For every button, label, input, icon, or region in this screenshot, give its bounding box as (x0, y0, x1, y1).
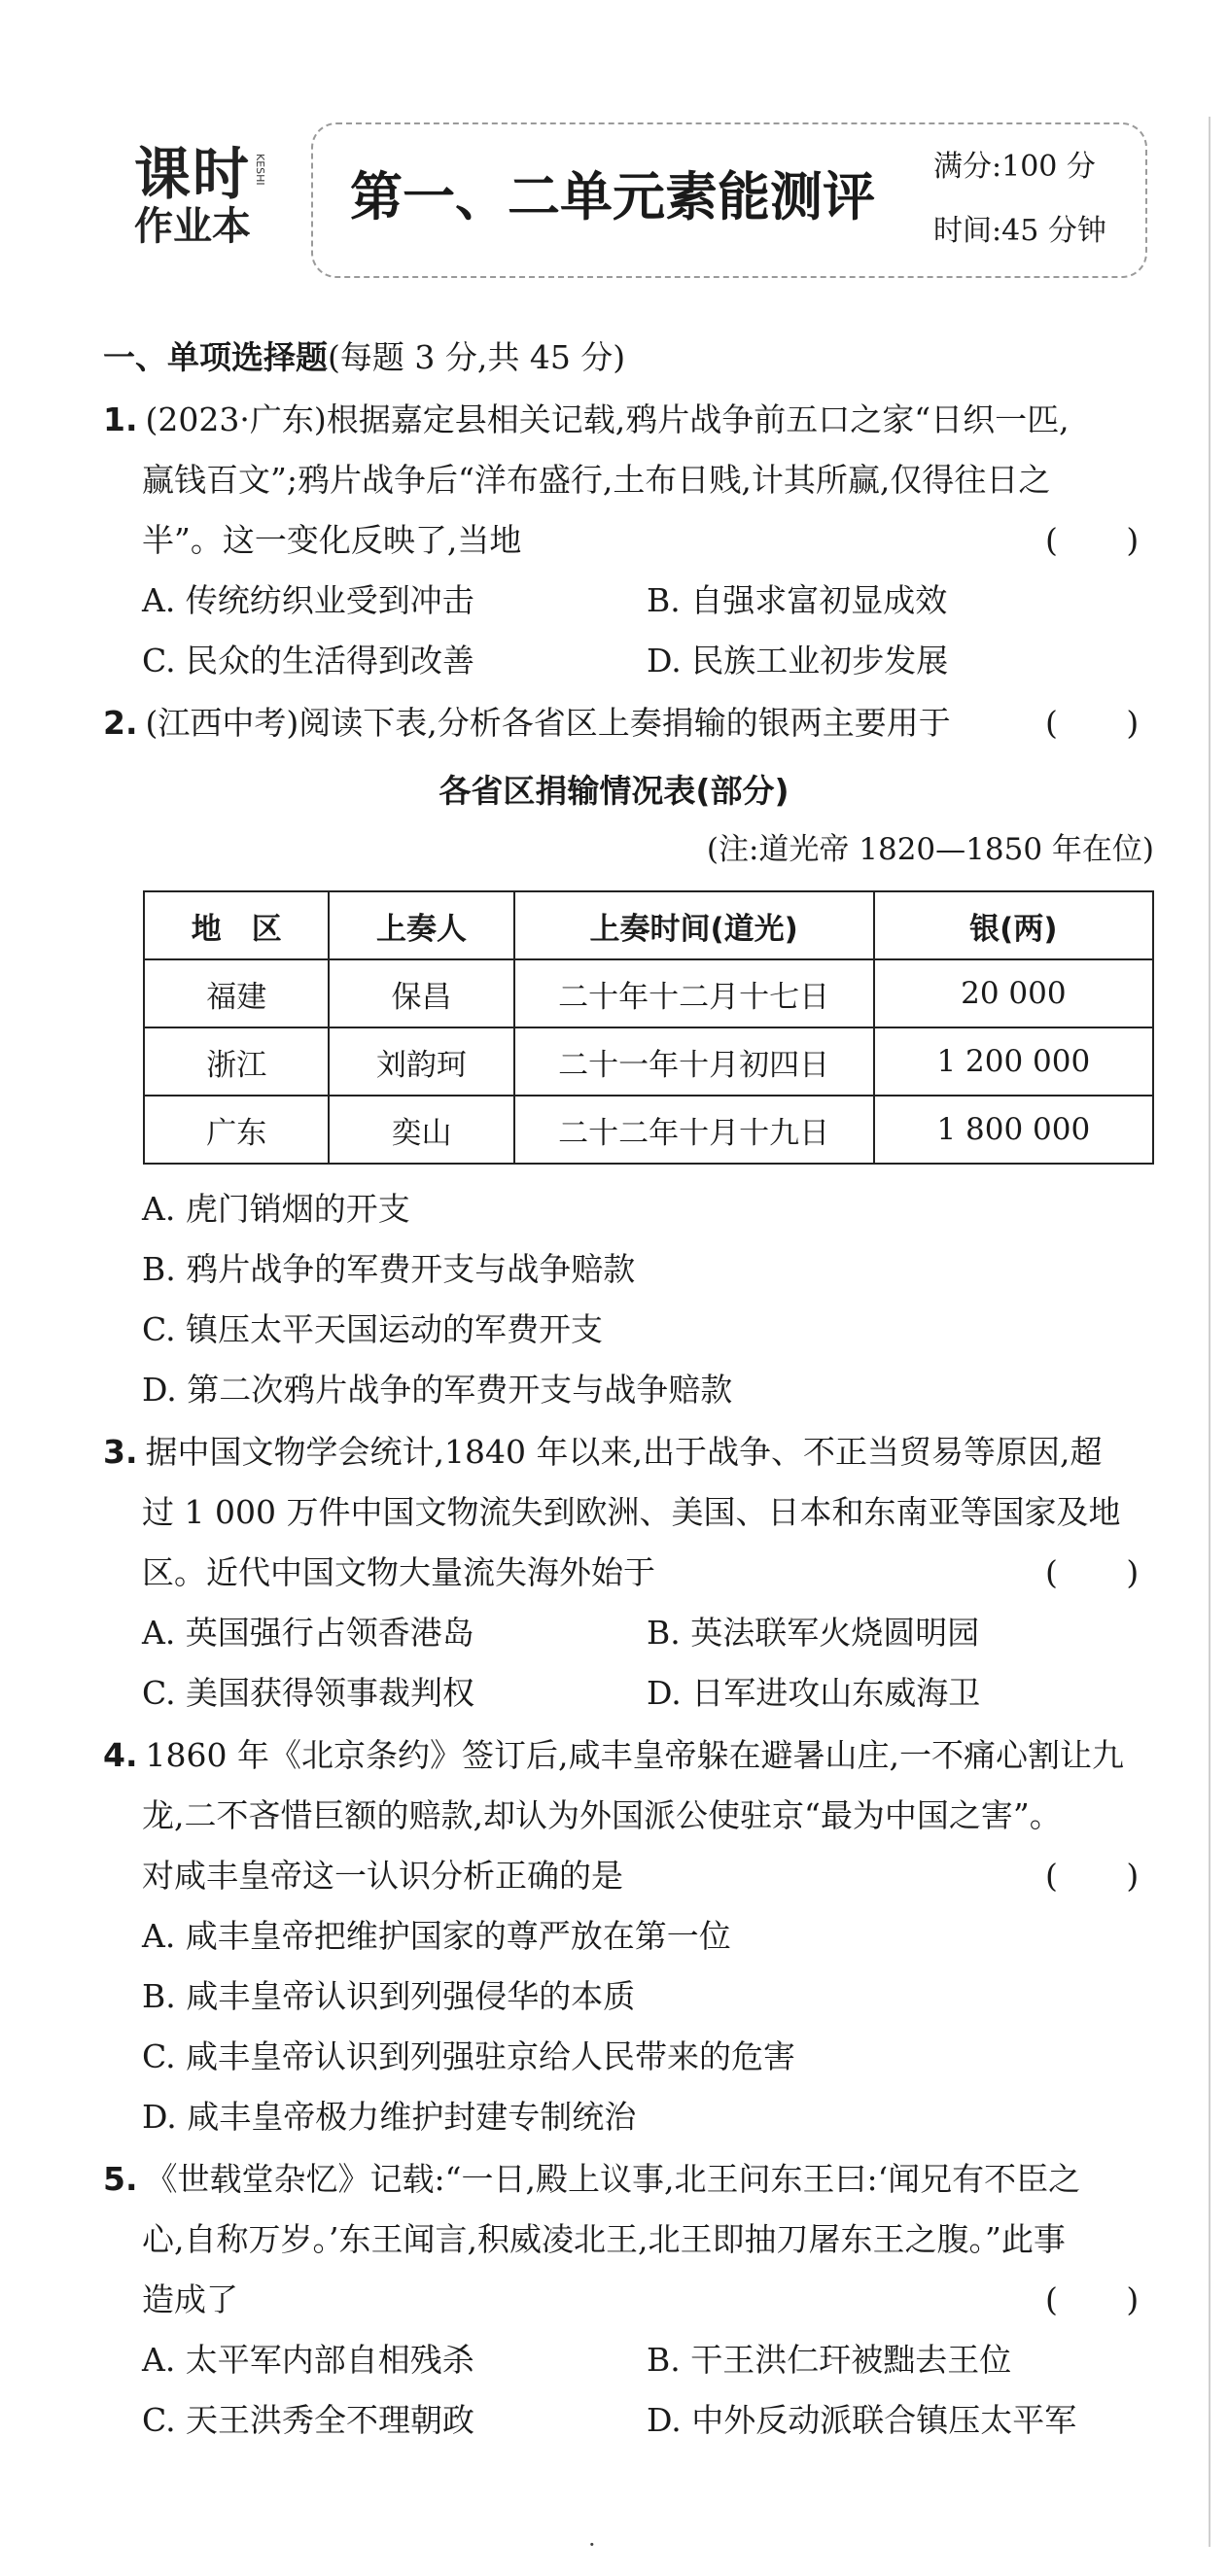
question-4-line-2: 龙,二不吝惜巨额的赔款,却认为外国派公使驻京“最为中国之害”。 (142, 1796, 1062, 1834)
answer-blank[interactable]: ( ) (1045, 704, 1169, 742)
question-text: 据中国文物学会统计,1840 年以来,出于战争、不正当贸易等原因,超 (145, 1433, 1103, 1471)
question-1-line-1 (103, 399, 1070, 441)
question-number: 2. (103, 704, 138, 742)
answer-blank[interactable]: ( ) (1045, 521, 1169, 559)
option-d[interactable]: D. 咸丰皇帝极力维护封建专制统治 (142, 2098, 637, 2136)
table-cell: 二十一年十月初四日 (514, 1027, 874, 1096)
table-cell: 20 000 (874, 959, 1153, 1027)
question-number: 5. (103, 2160, 138, 2198)
option-c[interactable]: C. 美国获得领事裁判权 (142, 1674, 475, 1712)
option-c[interactable]: C. 咸丰皇帝认识到列强驻京给人民带来的危害 (142, 2037, 796, 2075)
question-3-line-1 (103, 1431, 1102, 1474)
option-b[interactable]: B. 鸦片战争的军费开支与战争赔款 (142, 1250, 636, 1288)
question-number: 4. (103, 1736, 138, 1774)
footer-mark: · (588, 2531, 596, 2559)
table-row (144, 1096, 1153, 1164)
question-1-line-3: 半”。这一变化反映了,当地 (142, 521, 522, 559)
table-title: 各省区捐输情况表(部分) (439, 772, 789, 810)
option-d[interactable]: D. 日军进攻山东威海卫 (647, 1674, 981, 1712)
table-cell: 1 800 000 (874, 1096, 1153, 1164)
table-row (144, 959, 1153, 1027)
question-1-line-2: 赢钱百文”;鸦片战争后“洋布盛行,土布日贱,计其所赢,仅得往日之 (142, 461, 1051, 499)
question-3-line-3: 区。近代中国文物大量流失海外始于 (142, 1553, 655, 1591)
table-cell: 广东 (144, 1096, 329, 1164)
full-score: 满分:100 分 (933, 150, 1096, 184)
table-cell: 奕山 (329, 1096, 513, 1164)
option-b[interactable]: B. 咸丰皇帝认识到列强侵华的本质 (142, 1977, 636, 2015)
logo-line1: 课时 (134, 141, 252, 207)
column-header: 地 区 (144, 891, 329, 959)
option-a[interactable]: A. 虎门销烟的开支 (142, 1190, 410, 1228)
option-c[interactable]: C. 民众的生活得到改善 (142, 642, 475, 679)
section-title: 一、单项选择题 (103, 338, 328, 376)
question-5-line-2: 心,自称万岁。’东王闻言,积威凌北王,北王即抽刀屠东王之腹。”此事 (142, 2220, 1066, 2258)
answer-blank[interactable]: ( ) (1045, 1857, 1169, 1895)
question-text: (2023·广东)根据嘉定县相关记载,鸦片战争前五口之家“日织一匹, (145, 400, 1070, 438)
logo-line2: 作业本 (134, 204, 251, 249)
question-text: 1860 年《北京条约》签订后,咸丰皇帝躲在避暑山庄,一不痛心割让九 (145, 1736, 1124, 1774)
question-number: 1. (103, 400, 138, 438)
table-cell: 保昌 (329, 959, 513, 1027)
time-limit: 时间:45 分钟 (933, 214, 1106, 248)
question-5-line-1 (103, 2158, 1080, 2201)
answer-blank[interactable]: ( ) (1045, 1553, 1169, 1591)
donation-table (143, 890, 1154, 1165)
option-b[interactable]: B. 干王洪仁玕被黜去王位 (647, 2341, 1012, 2379)
option-d[interactable]: D. 第二次鸦片战争的军费开支与战争赔款 (142, 1371, 733, 1409)
column-header: 上奏人 (329, 891, 513, 959)
question-4-line-3: 对咸丰皇帝这一认识分析正确的是 (142, 1857, 623, 1895)
answer-blank[interactable]: ( ) (1045, 2280, 1169, 2318)
table-row (144, 1027, 1153, 1096)
table-cell: 刘韵珂 (329, 1027, 513, 1096)
question-3-line-2: 过 1 000 万件中国文物流失到欧洲、美国、日本和东南亚等国家及地 (142, 1493, 1121, 1531)
logo (134, 141, 280, 249)
page-title: 第一、二单元素能测评 (350, 166, 875, 227)
table-cell: 浙江 (144, 1027, 329, 1096)
page-edge-line (1209, 117, 1210, 2547)
column-header: 上奏时间(道光) (514, 891, 874, 959)
question-text: 《世载堂杂忆》记载:“一日,殿上议事,北王问东王曰:‘闻兄有不臣之 (145, 2160, 1081, 2198)
table-cell: 福建 (144, 959, 329, 1027)
option-d[interactable]: D. 中外反动派联合镇压太平军 (647, 2401, 1077, 2439)
section-note: (每题 3 分,共 45 分) (328, 338, 626, 376)
table-note: (注:道光帝 1820—1850 年在位) (706, 832, 1154, 867)
option-d[interactable]: D. 民族工业初步发展 (647, 642, 949, 679)
option-b[interactable]: B. 自强求富初显成效 (647, 581, 948, 619)
option-a[interactable]: A. 太平军内部自相残杀 (142, 2341, 474, 2379)
logo-tiny: KESHI (254, 154, 266, 186)
question-2-line-1 (103, 702, 951, 745)
option-a[interactable]: A. 英国强行占领香港岛 (142, 1614, 474, 1652)
table-cell: 二十二年十月十九日 (514, 1096, 874, 1164)
question-text: (江西中考)阅读下表,分析各省区上奏捐输的银两主要用于 (145, 704, 951, 742)
question-number: 3. (103, 1433, 138, 1471)
option-c[interactable]: C. 镇压太平天国运动的军费开支 (142, 1310, 604, 1348)
column-header: 银(两) (874, 891, 1153, 959)
question-4-line-1 (103, 1734, 1124, 1777)
question-5-line-3: 造成了 (142, 2280, 238, 2318)
option-a[interactable]: A. 传统纺织业受到冲击 (142, 581, 474, 619)
option-b[interactable]: B. 英法联军火烧圆明园 (647, 1614, 980, 1652)
option-c[interactable]: C. 天王洪秀全不理朝政 (142, 2401, 475, 2439)
table-header-row (144, 891, 1153, 959)
table-cell: 1 200 000 (874, 1027, 1153, 1096)
section-heading (103, 336, 625, 379)
option-a[interactable]: A. 咸丰皇帝把维护国家的尊严放在第一位 (142, 1917, 731, 1955)
table-cell: 二十年十二月十七日 (514, 959, 874, 1027)
